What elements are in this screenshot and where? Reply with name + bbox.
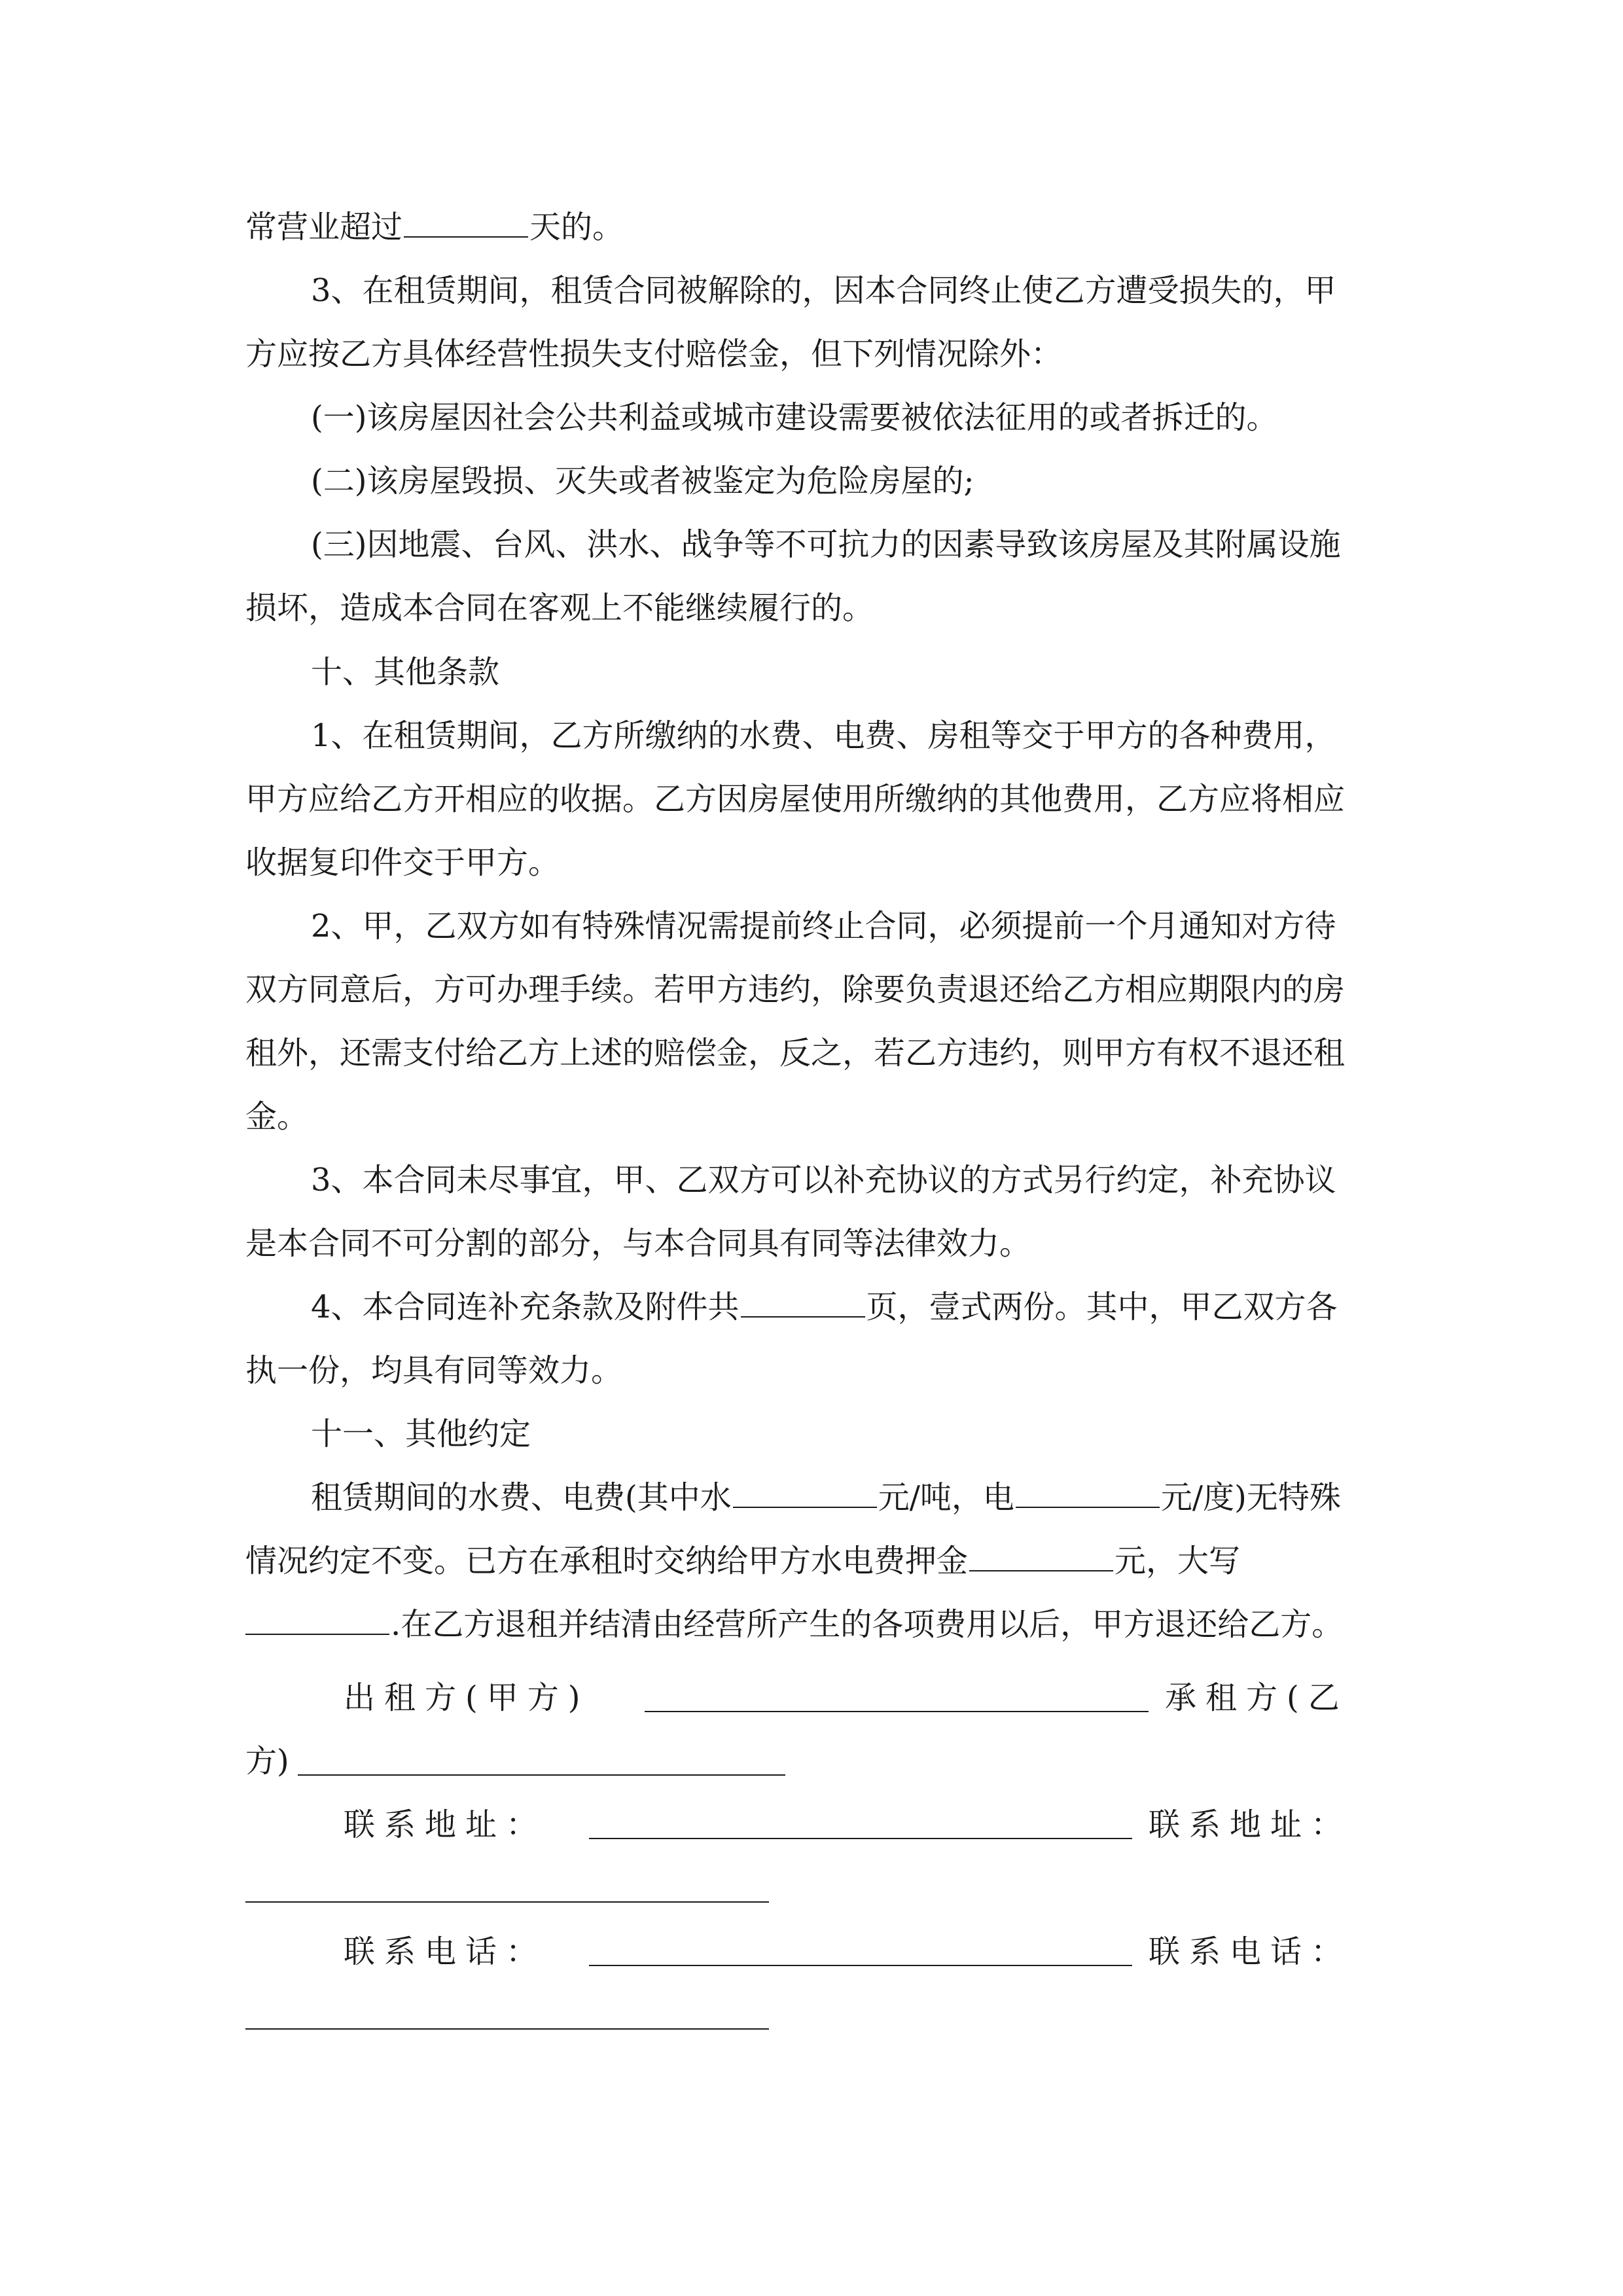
line-text: 4、本合同连补充条款及附件共	[311, 1289, 740, 1325]
text-line: 损坏，造成本合同在客观上不能继续履行的。	[245, 590, 874, 626]
text-line	[245, 1605, 1384, 1644]
line-text: 联系地址：	[344, 1806, 547, 1843]
line-text: 元/度)无特殊	[1160, 1479, 1341, 1516]
line-text: 天的。	[529, 209, 624, 245]
text-line: 3、本合同未尽事宜，甲、乙双方可以补充协议的方式另行约定，补充协议	[311, 1162, 1336, 1198]
line-text: 元，大写	[1115, 1543, 1241, 1579]
lessor-signature-line	[645, 1711, 1149, 1712]
line-text: 元/吨，电	[878, 1479, 1014, 1516]
text-line: 2、甲，乙双方如有特殊情况需提前终止合同，必须提前一个月通知对方待	[311, 908, 1336, 944]
lessor-phone-line	[589, 1965, 1132, 1966]
lessee-phone-line	[245, 2028, 769, 2030]
blank-days	[404, 207, 528, 238]
blank-pages	[741, 1287, 865, 1318]
text-line: 双方同意后，方可办理手续。若甲方违约，除要负责退还给乙方相应期限内的房	[245, 971, 1346, 1008]
line-text: 承租方(乙	[1165, 1679, 1349, 1716]
text-line: 租外，还需支付给乙方上述的赔偿金，反之，若乙方违约，则甲方有权不退还租	[245, 1035, 1346, 1071]
blank-deposit	[969, 1541, 1113, 1571]
line-text: 页，壹式两份。其中，甲乙双方各	[866, 1289, 1338, 1325]
line-text: 联系电话：	[1149, 1933, 1352, 1970]
line-text: 联系地址：	[1149, 1806, 1352, 1843]
line-text: 租赁期间的水费、电费(其中水	[311, 1479, 732, 1516]
text-line	[245, 207, 1384, 247]
text-line: (三)因地震、台风、洪水、战争等不可抗力的因素导致该房屋及其附属设施	[311, 526, 1341, 563]
lessor-address-label	[344, 1805, 605, 1844]
lessee-address-label	[1149, 1805, 1381, 1844]
line-text: 常营业超过	[245, 209, 403, 245]
text-line: 执一份，均具有同等效力。	[245, 1352, 623, 1389]
text-line: (二)该房屋毁损、灭失或者被鉴定为危险房屋的;	[311, 463, 974, 499]
text-line: 1、在租赁期间，乙方所缴纳的水费、电费、房租等交于甲方的各种费用，	[311, 717, 1336, 754]
line-text: 情况约定不变。已方在承租时交纳给甲方水电费押金	[245, 1543, 969, 1579]
blank-deposit-uppercase	[245, 1605, 389, 1635]
text-line: 3、在租赁期间，租赁合同被解除的，因本合同终止使乙方遭受损失的，甲	[311, 272, 1336, 309]
section-heading: 十一、其他约定	[311, 1416, 531, 1452]
lessee-label	[1165, 1678, 1381, 1717]
text-line	[311, 1478, 1384, 1517]
text-line: 金。	[245, 1098, 309, 1135]
lessee-address-line	[245, 1901, 769, 1903]
text-line: 是本合同不可分割的部分，与本合同具有同等法律效力。	[245, 1225, 1031, 1262]
text-line: 方)	[245, 1743, 289, 1780]
blank-water-price	[733, 1478, 877, 1508]
text-line: 甲方应给乙方开相应的收据。乙方因房屋使用所缴纳的其他费用，乙方应将相应	[245, 781, 1346, 817]
lessee-signature-line	[298, 1774, 785, 1776]
text-line	[311, 1287, 1384, 1327]
text-line: (一)该房屋因社会公共利益或城市建设需要被依法征用的或者拆迁的。	[311, 399, 1278, 436]
line-text: 联系电话：	[344, 1933, 547, 1970]
lessee-phone-label	[1149, 1932, 1381, 1971]
text-line	[245, 1541, 1384, 1581]
text-line: 收据复印件交于甲方。	[245, 844, 560, 881]
lessor-phone-label	[344, 1932, 605, 1971]
lessor-address-line	[589, 1838, 1132, 1839]
blank-electric-price	[1016, 1478, 1160, 1508]
line-text: .在乙方退租并结清由经营所产生的各项费用以后，甲方退还给乙方。	[391, 1606, 1344, 1643]
line-text: 出租方(甲方)	[344, 1679, 590, 1716]
text-line: 方应按乙方具体经营性损失支付赔偿金，但下列情况除外：	[245, 336, 1063, 372]
section-heading: 十、其他条款	[311, 654, 500, 691]
